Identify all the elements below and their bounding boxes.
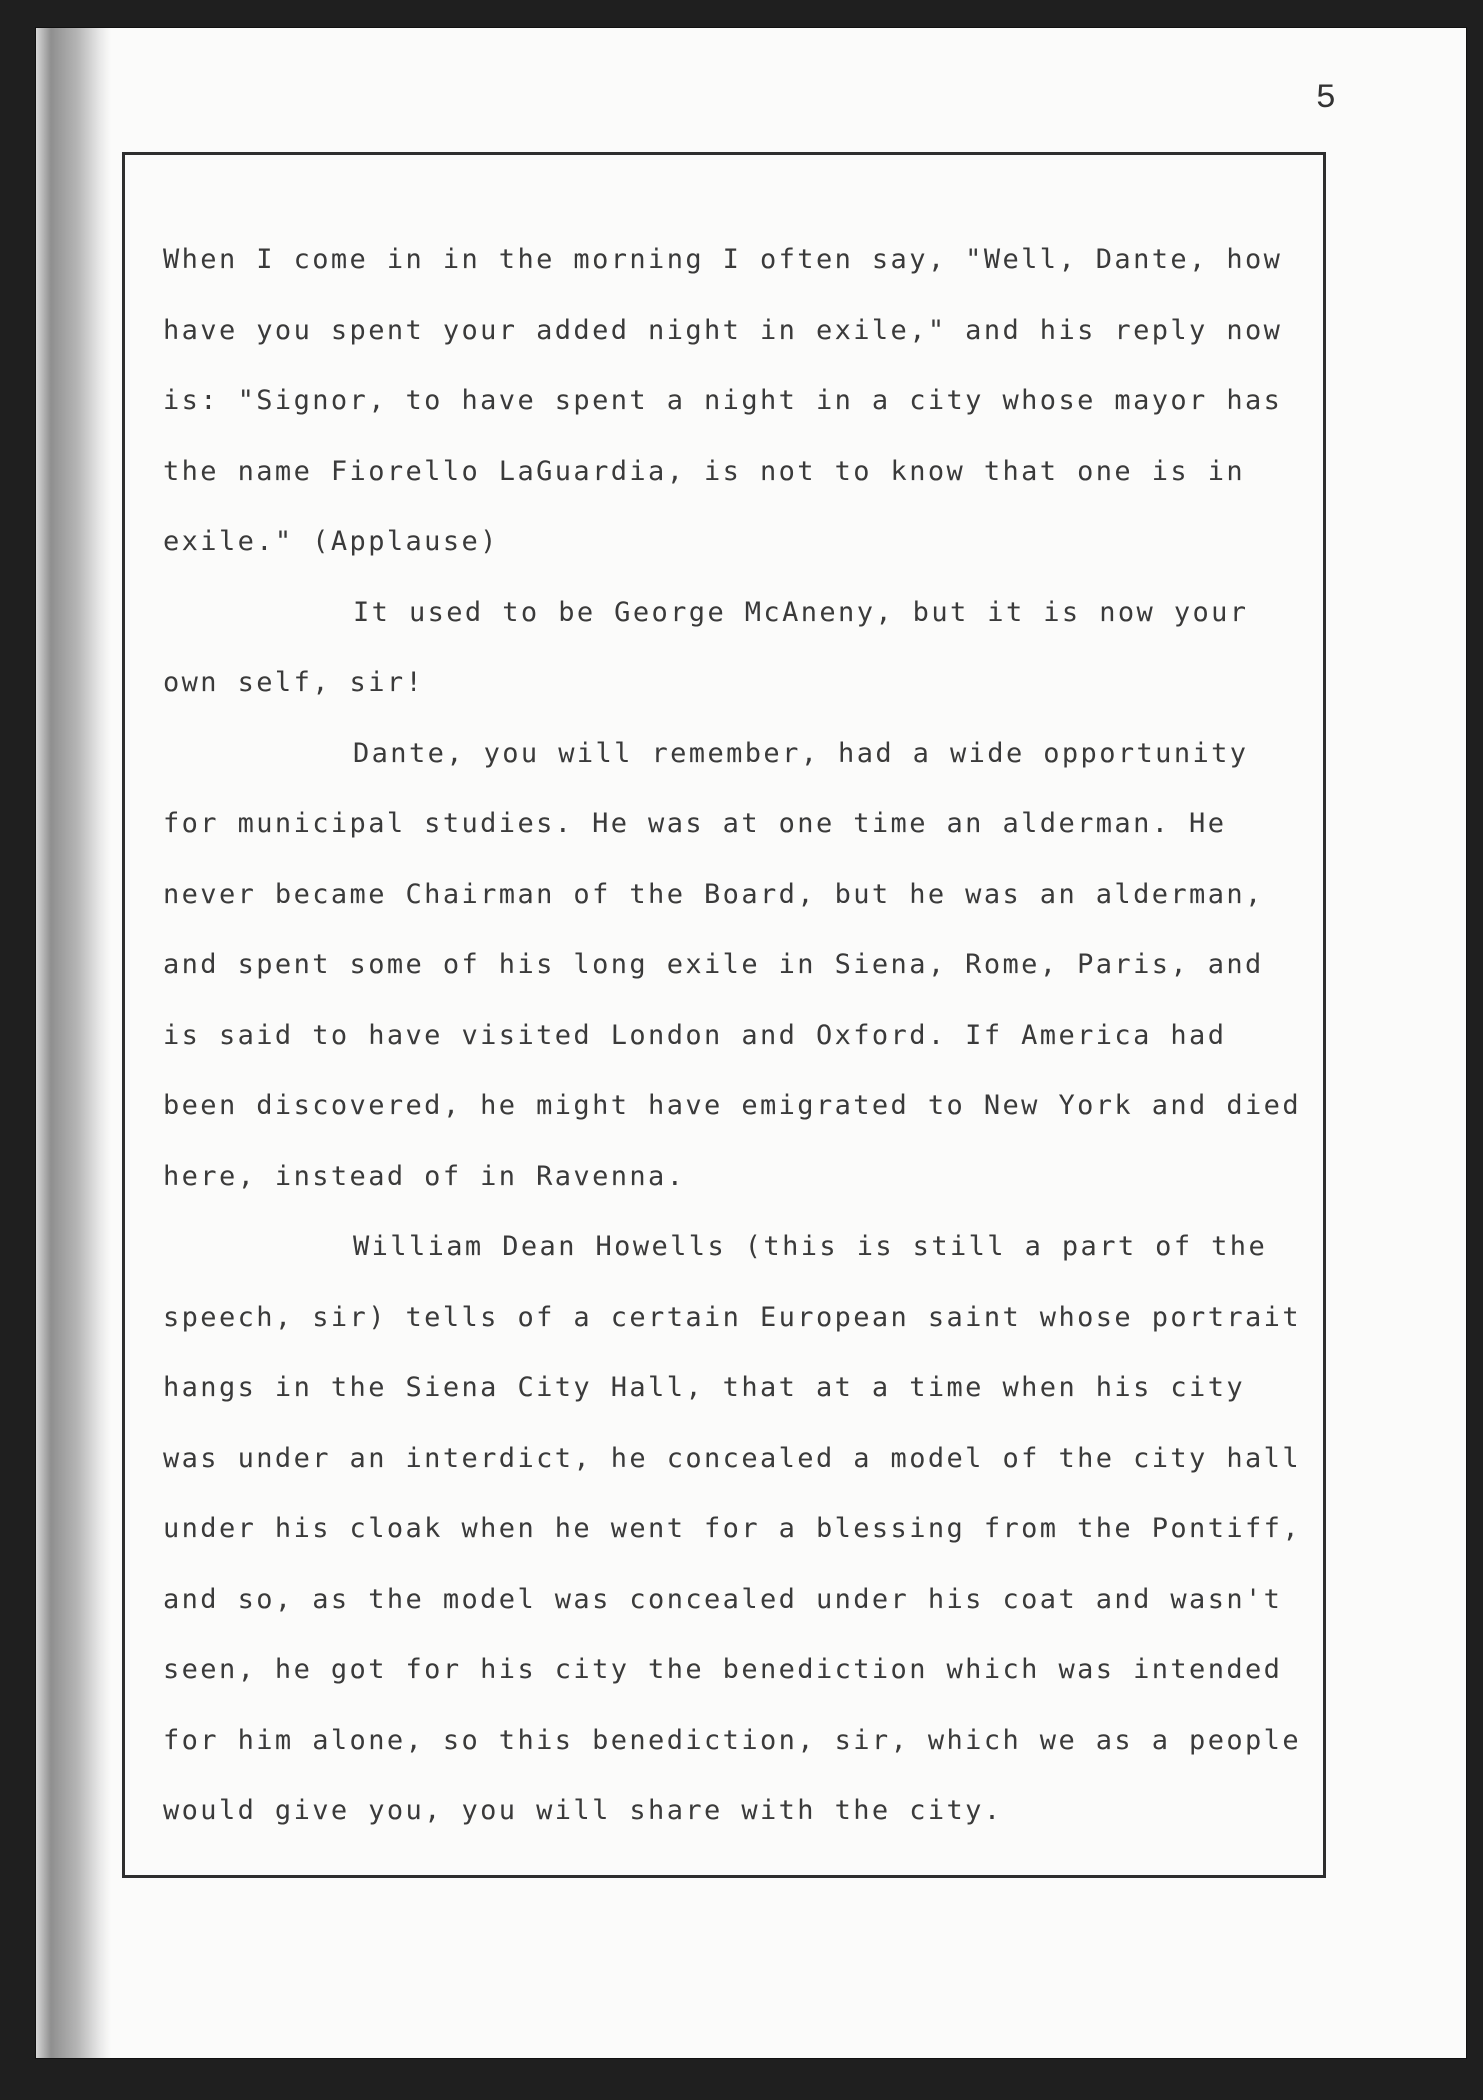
- paragraph-1: When I come in in the morning I often say, "Well, Dante, how have you spent your added night in exile," and his reply now is: "Signor, to have spent a night in a city whose mayor has the name Fiorello LaGuardia, is not to know that one is in exile." (Applause): [163, 244, 1283, 557]
- paragraph-2: It used to be George McAneny, but it is now your own self, sir!: [163, 596, 1249, 698]
- paragraph-4: William Dean Howells (this is still a part of the speech, sir) tells of a certain European saint whose portrait hangs in the Siena City Hall, that at a time when his city was under an interdict, he concealed a model of the city hall under his cloak when he went for a blessing from the Pontiff, and so, as the model was concealed under his coat and wasn't seen, he got for his city the benediction which was intended for him alone, so this benediction, sir, which we as a people would give you, you will share with the city.: [163, 1231, 1301, 1826]
- bordered-text-box: [122, 152, 1326, 1878]
- binding-shadow: [36, 28, 111, 2058]
- paragraph-3: Dante, you will remember, had a wide opportunity for municipal studies. He was at one time an alderman. He never became Chairman of the Board, but he was an alderman, and spent some of his long exile in Siena, Rome, Paris, and is said to have visited London and Oxford. If America had been discovered, he might have emigrated to New York and died here, instead of in Ravenna.: [163, 737, 1301, 1192]
- page-number: 5: [1315, 80, 1336, 118]
- document-page: [36, 28, 1466, 2058]
